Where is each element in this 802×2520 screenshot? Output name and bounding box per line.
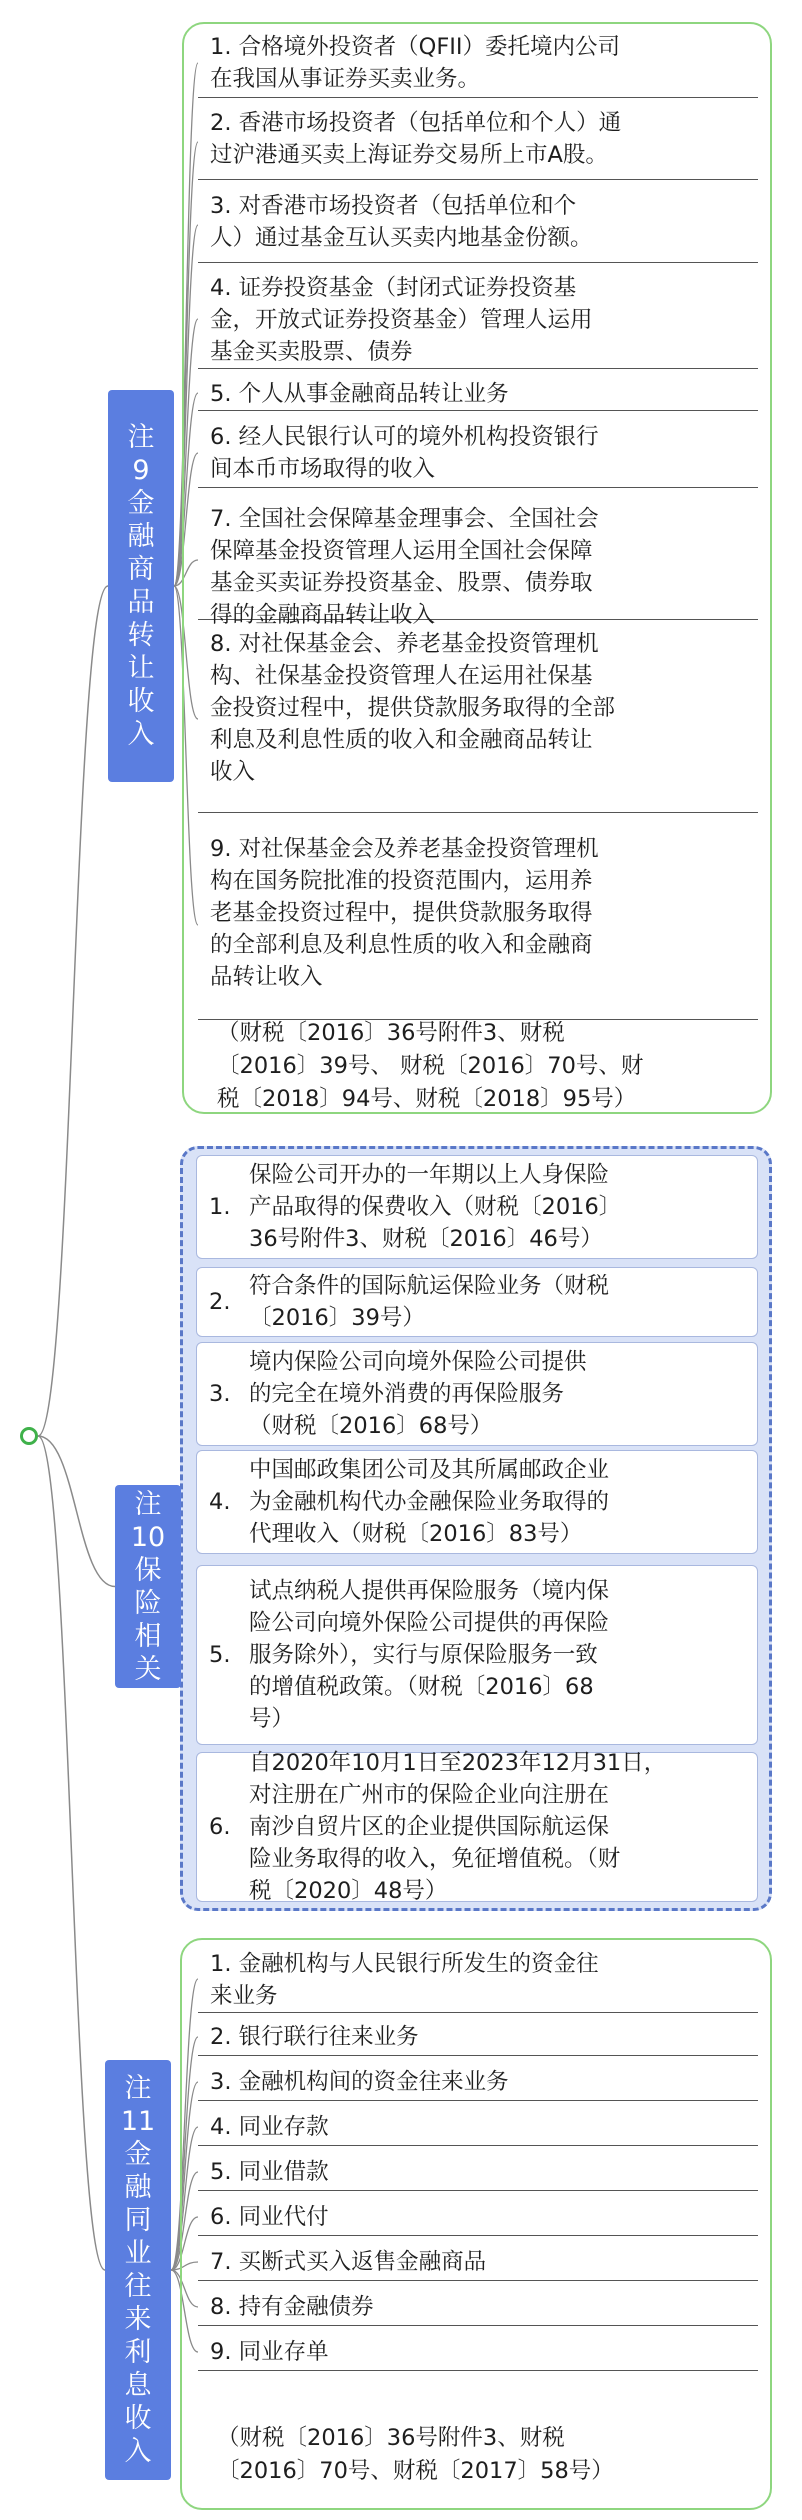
connector-line [38,1436,105,2270]
s11-item-9[interactable] [198,2333,758,2371]
item-text-line: 基金买卖股票、债券 [210,339,413,365]
item-text-line: 对注册在广州市的保险企业向注册在 [249,1782,610,1808]
label-char: 险 [134,1587,162,1619]
s11-item-1[interactable] [198,1945,758,2013]
item-text-line: 构、社保基金投资管理人在运用社保基 [210,663,593,689]
connector-line [38,586,108,1436]
source-line: （财税〔2016〕36号附件3、财税 [217,2425,565,2451]
s9-item-5[interactable] [198,375,758,411]
label-char: 融 [127,521,155,552]
item-text-line: 间本币市场取得的收入 [210,456,436,482]
item-text-line: 〔2016〕39号） [249,1305,425,1331]
label-char: 11 [120,2106,156,2137]
item-text-line: 5. 同业借款 [210,2159,329,2185]
label-char: 入 [127,719,155,750]
label-char: 收 [127,686,155,717]
label-char: 关 [134,1653,162,1685]
s10-item-2[interactable] [196,1267,758,1337]
label-char: 品 [127,587,155,618]
section-label-s11[interactable] [105,2060,171,2480]
item-text-line: 8. 持有金融债券 [210,2294,374,2320]
item-text-line: （财税〔2016〕68号） [249,1413,493,1439]
label-char: 业 [124,2238,152,2269]
source-line: 税〔2018〕94号、财税〔2018〕95号） [217,1086,637,1112]
s11-item-8[interactable] [198,2288,758,2326]
s9-item-8[interactable] [198,625,758,813]
label-char: 金 [124,2139,152,2170]
label-char: 息 [124,2370,152,2401]
label-char: 入 [124,2436,152,2467]
label-char: 注 [127,422,155,453]
item-text-line: 7. 买断式买入返售金融商品 [210,2249,487,2275]
item-text-line: 中国邮政集团公司及其所属邮政企业 [249,1457,610,1483]
item-text-line: 4. 同业存款 [210,2114,329,2140]
source-line: （财税〔2016〕36号附件3、财税 [217,1020,565,1046]
item-text-line: 代理收入（财税〔2016〕83号） [249,1521,583,1547]
item-text-line: 境内保险公司向境外保险公司提供 [249,1349,587,1375]
item-text-line: 的完全在境外消费的再保险服务 [249,1381,565,1407]
label-char: 保 [134,1554,162,1586]
source-line: 〔2016〕39号、 财税〔2016〕70号、财 [217,1053,644,1079]
root-node[interactable] [20,1427,38,1445]
label-char: 注 [134,1488,162,1520]
item-text-line: 人）通过基金互认买卖内地基金份额。 [210,225,593,251]
item-text-line: 南沙自贸片区的企业提供国际航运保 [249,1814,610,1840]
s11-item-6[interactable] [198,2198,758,2236]
label-char: 相 [134,1620,162,1652]
s11-item-2[interactable] [198,2018,758,2056]
item-text-line: 试点纳税人提供再保险服务（境内保 [249,1578,610,1604]
item-text-line: 7. 全国社会保障基金理事会、全国社会 [210,506,599,532]
label-char: 注 [124,2073,152,2104]
item-text-line: 基金买卖证券投资基金、股票、债券取 [210,570,593,596]
item-text-line: 号） [249,1706,295,1732]
item-text-line: 构在国务院批准的投资范围内，运用养 [210,868,593,894]
item-text-line: 产品取得的保费收入（财税〔2016〕 [249,1194,622,1220]
label-char: 来 [124,2304,152,2335]
label-char: 往 [124,2271,152,2302]
item-text-line: 的全部利息及利息性质的收入和金融商 [210,932,593,958]
item-text-line: 9. 对社保基金会及养老基金投资管理机 [210,836,599,862]
item-text-line: 金投资过程中，提供贷款服务取得的全部 [210,695,616,721]
item-text-line: 险业务取得的收入，免征增值税。（财 [249,1846,621,1872]
item-text-line: 1. 金融机构与人民银行所发生的资金往 [210,1951,599,1977]
s9-item-7[interactable] [198,500,758,628]
item-text-line: 保障基金投资管理人运用全国社会保障 [210,538,593,564]
item-text-line: 为金融机构代办金融保险业务取得的 [249,1489,610,1515]
item-number: 1. [209,1194,231,1220]
item-number: 6. [209,1814,231,1840]
item-text-line: 来业务 [210,1983,278,2009]
item-text-line: 老基金投资过程中，提供贷款服务取得 [210,900,593,926]
section-label-s10[interactable] [115,1485,181,1688]
item-text-line: 1. 合格境外投资者（QFII）委托境内公司 [210,34,621,60]
s9-item-1[interactable] [198,28,758,98]
s10-item-5[interactable] [196,1565,758,1745]
s11-item-3[interactable] [198,2063,758,2101]
label-char: 利 [124,2337,152,2368]
item-text-line: 自2020年10月1日至2023年12月31日， [249,1750,667,1776]
s11-item-7[interactable] [198,2243,758,2281]
s9-item-2[interactable] [198,104,758,180]
item-text-line: 得的金融商品转让收入 [210,602,436,628]
item-text-line: 6. 同业代付 [210,2204,329,2230]
item-number: 3. [209,1381,231,1407]
item-text-line: 2. 香港市场投资者（包括单位和个人）通 [210,110,622,136]
item-text-line: 的增值税政策。（财税〔2016〕68 [249,1674,594,1700]
item-text-line: 36号附件3、财税〔2016〕46号） [249,1226,603,1252]
s10-item-3[interactable] [196,1342,758,1446]
s11-item-4[interactable] [198,2108,758,2146]
item-text-line: 6. 经人民银行认可的境外机构投资银行 [210,424,599,450]
source-line: 〔2016〕70号、财税〔2017〕58号） [217,2458,614,2484]
item-text-line: 符合条件的国际航运保险业务（财税 [249,1273,610,1299]
s10-item-6[interactable] [196,1752,758,1902]
item-text-line: 5. 个人从事金融商品转让业务 [210,381,509,407]
connector-line [38,1436,115,1587]
s9-source-note [205,1015,655,1118]
item-text-line: 品转让收入 [210,964,323,990]
s9-item-4[interactable] [198,269,758,369]
item-text-line: 在我国从事证券买卖业务。 [210,66,481,92]
s9-item-3[interactable] [198,187,758,263]
label-char: 收 [124,2403,152,2434]
s10-item-1[interactable] [196,1155,758,1259]
item-text-line: 保险公司开办的一年期以上人身保险 [249,1162,610,1188]
s11-item-5[interactable] [198,2153,758,2191]
section-label-s9[interactable] [108,390,174,782]
item-text-line: 服务除外），实行与原保险服务一致 [249,1642,598,1668]
item-text-line: 利息及利息性质的收入和金融商品转让 [210,727,593,753]
s9-item-6[interactable] [198,418,758,488]
label-char: 金 [127,488,155,519]
item-text-line: 9. 同业存单 [210,2339,329,2365]
item-text-line: 税〔2020〕48号） [249,1878,448,1904]
s9-item-9[interactable] [198,830,758,1020]
item-text-line: 8. 对社保基金会、养老基金投资管理机 [210,631,599,657]
item-text-line: 过沪港通买卖上海证券交易所上市A股。 [210,142,608,168]
item-text-line: 险公司向境外保险公司提供的再保险 [249,1610,610,1636]
s10-item-4[interactable] [196,1450,758,1554]
item-text-line: 金，开放式证券投资基金）管理人运用 [210,307,593,333]
s11-source-note [205,2420,626,2490]
label-char: 商 [127,554,155,585]
label-char: 同 [124,2205,152,2236]
label-char: 转 [127,620,155,651]
label-char: 让 [127,653,155,684]
label-char: 9 [132,455,150,486]
item-text-line: 3. 对香港市场投资者（包括单位和个 [210,193,577,219]
item-number: 5. [209,1642,231,1668]
item-text-line: 2. 银行联行往来业务 [210,2024,419,2050]
item-number: 2. [209,1289,231,1315]
item-text-line: 4. 证券投资基金（封闭式证券投资基 [210,275,577,301]
item-number: 4. [209,1489,231,1515]
label-char: 10 [130,1521,166,1553]
item-text-line: 3. 金融机构间的资金往来业务 [210,2069,509,2095]
item-text-line: 收入 [210,759,256,785]
label-char: 融 [124,2172,152,2203]
